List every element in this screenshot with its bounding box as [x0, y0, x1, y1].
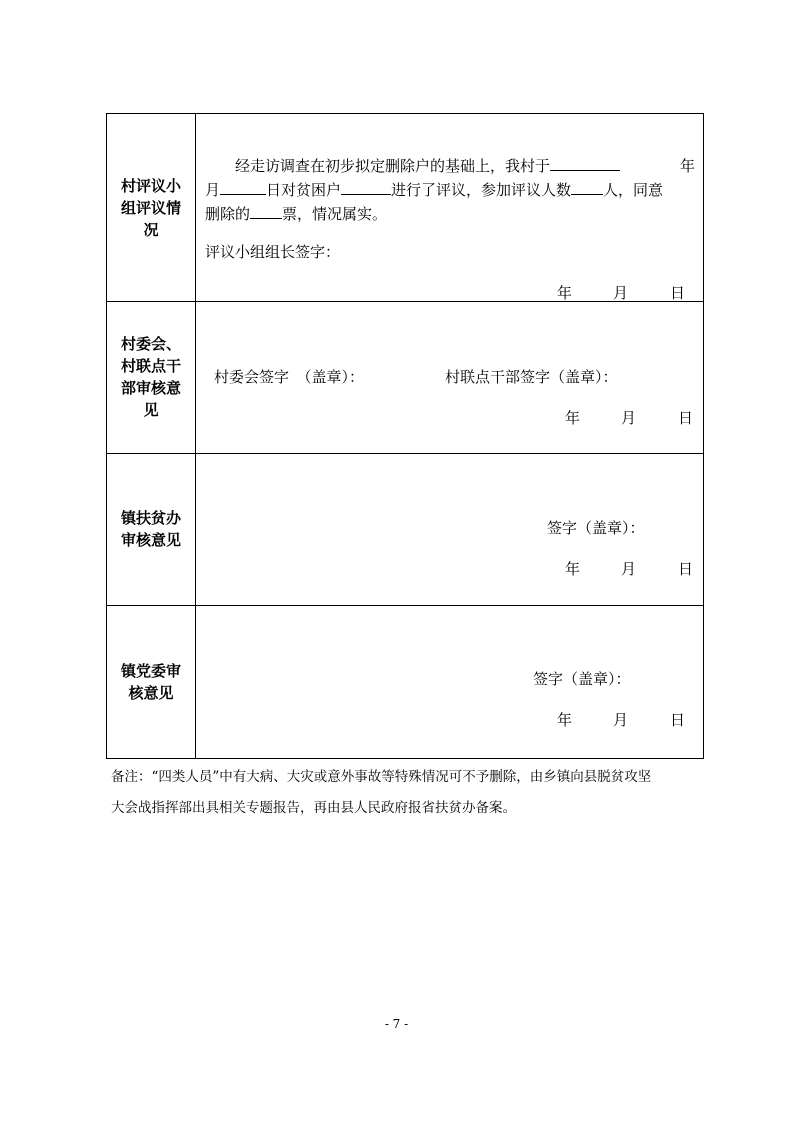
- blank-votes[interactable]: [250, 203, 282, 219]
- committee-signature-label: 村委会签字 （盖章）：: [214, 368, 365, 386]
- label-village-committee: 村委会、村联点干部审核意见: [107, 301, 196, 453]
- cadre-signature-label: 村联点干部签字（盖章）：: [445, 368, 618, 386]
- deletion-review-form: [106, 113, 704, 759]
- row-village-review-group: 村评议小组评议情况 经走访调查在初步拟定删除户的基础上，我村于 年 月 日对贫困户 进行了评议，参加评议人数 人，同意 删除的 票，情况属实。 评议小组组长签字： 年 月 日: [107, 114, 703, 302]
- page-number: - 7 -: [384, 1017, 409, 1031]
- label-town-poverty-office: 镇扶贫办审核意见: [107, 453, 196, 605]
- party-committee-signature-label: 签字（盖章）：: [533, 670, 631, 688]
- leader-signature-label: 评议小组组长签字：: [205, 243, 341, 261]
- poverty-office-signature-label: 签字（盖章）：: [547, 519, 645, 537]
- row-village-committee: 村委会、村联点干部审核意见 村委会签字 （盖章）： 村联点干部签字（盖章）： 年 月 日: [107, 301, 703, 454]
- blank-month[interactable]: [220, 179, 266, 195]
- row-town-poverty-office: 镇扶贫办审核意见 签字（盖章）： 年 月 日: [107, 453, 703, 606]
- remark-line-1: 备注：“四类人员”中有大病、大灾或意外事故等特殊情况可不予删除，由乡镇向县脱贫攻坚: [111, 769, 652, 785]
- blank-voter-count[interactable]: [571, 179, 603, 195]
- blank-household[interactable]: [341, 179, 391, 195]
- row-town-party-committee: 镇党委审核意见 签字（盖章）： 年 月 日: [107, 605, 703, 758]
- remark-line-2: 大会战指挥部出具相关专题报告，再由县人民政府报省扶贫办备案。: [111, 800, 516, 816]
- blank-year[interactable]: [550, 155, 620, 171]
- label-village-review-group: 村评议小组评议情况: [107, 114, 196, 301]
- label-town-party-committee: 镇党委审核意见: [107, 605, 196, 758]
